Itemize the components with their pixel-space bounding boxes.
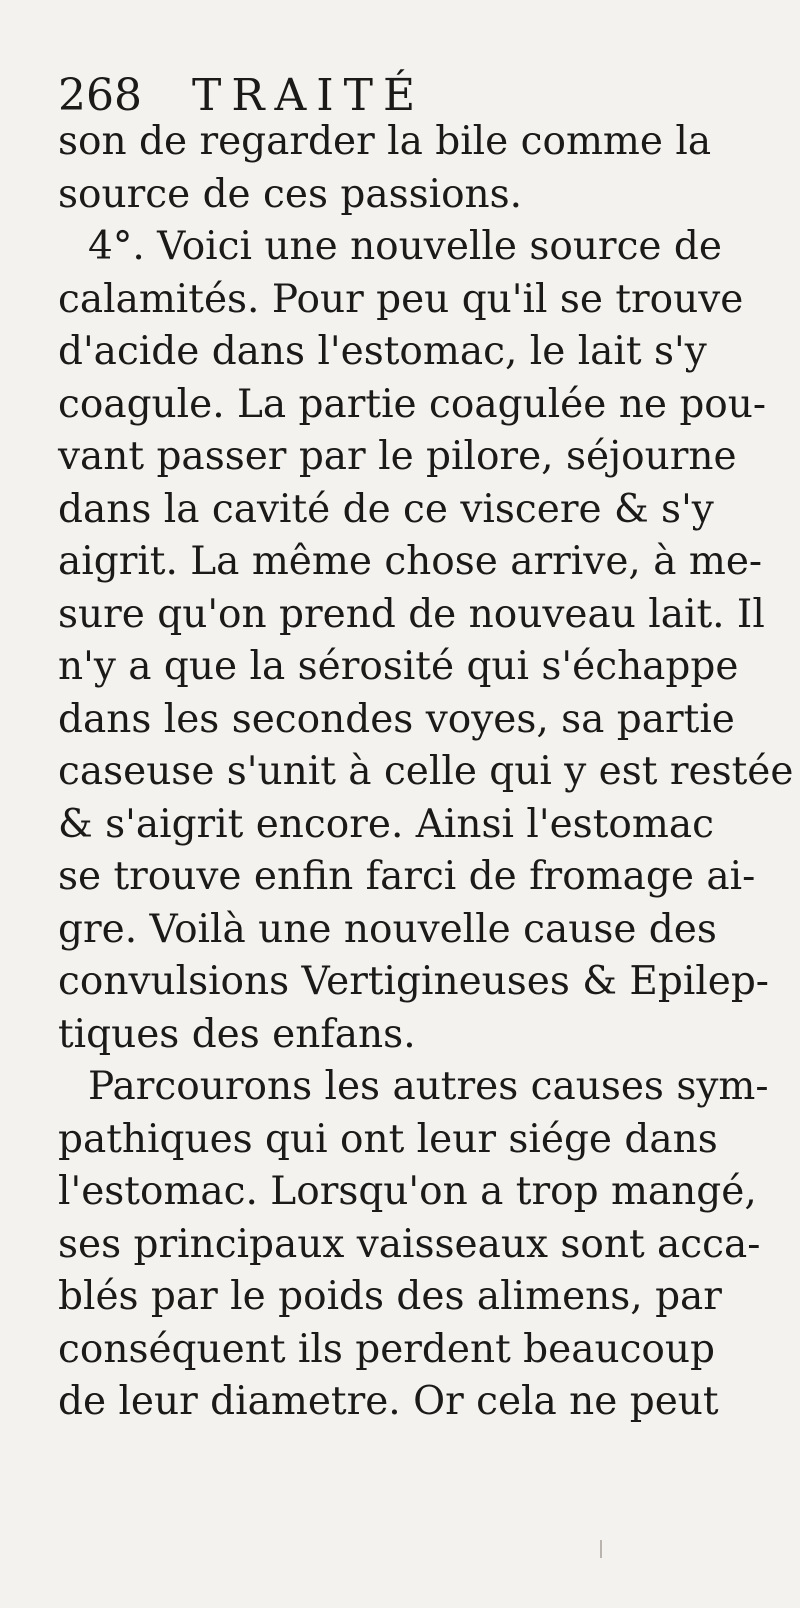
text-line-14: & s'aigrit encore. Ainsi l'estomac — [58, 801, 714, 847]
text-line-1: son de regarder la bile comme la — [58, 119, 712, 164]
text-line-9: aigrit. La même chose arrive, à me- — [58, 539, 763, 584]
page-edge-mark — [600, 1540, 602, 1558]
running-title: TRAITÉ — [192, 70, 426, 121]
text-line-10: sure qu'on prend de nouveau lait. Il — [58, 591, 765, 637]
text-line-11: n'y a que la sérosité qui s'échappe — [58, 644, 739, 689]
text-line-15: se trouve enfin farci de fromage ai- — [58, 854, 756, 899]
text-line-17: convulsions Vertigineuses & Epilep- — [58, 959, 769, 1004]
text-line-2: source de ces passions. — [58, 171, 523, 217]
text-line-25: de leur diametre. Or cela ne peut — [58, 1379, 719, 1424]
text-line-21: l'estomac. Lorsqu'on a trop mangé, — [58, 1169, 757, 1214]
text-line-8: dans la cavité de ce viscere & s'y — [58, 486, 714, 532]
text-line-5: d'acide dans l'estomac, le lait s'y — [58, 329, 707, 374]
text-line-19: Parcourons les autres causes sym- — [88, 1064, 769, 1109]
text-line-20: pathiques qui ont leur siége dans — [58, 1116, 718, 1162]
text-line-23: blés par le poids des alimens, par — [58, 1274, 722, 1319]
text-line-7: vant passer par le pilore, séjourne — [58, 434, 737, 479]
body-text — [58, 116, 794, 1429]
page-number: 268 — [58, 70, 142, 121]
text-line-12: dans les secondes voyes, sa partie — [58, 696, 735, 742]
text-line-22: ses principaux vaisseaux sont acca- — [58, 1221, 761, 1267]
text-line-6: coagule. La partie coagulée ne pou- — [58, 381, 767, 427]
text-line-4: calamités. Pour peu qu'il se trouve — [58, 276, 744, 322]
text-line-13: caseuse s'unit à celle qui y est restée — [58, 749, 794, 794]
text-line-24: conséquent ils perdent beaucoup — [58, 1326, 715, 1372]
text-line-3: 4°. Voici une nouvelle source de — [88, 224, 722, 269]
text-line-16: gre. Voilà une nouvelle cause des — [58, 906, 717, 952]
text-line-18: tiques des enfans. — [58, 1011, 416, 1057]
